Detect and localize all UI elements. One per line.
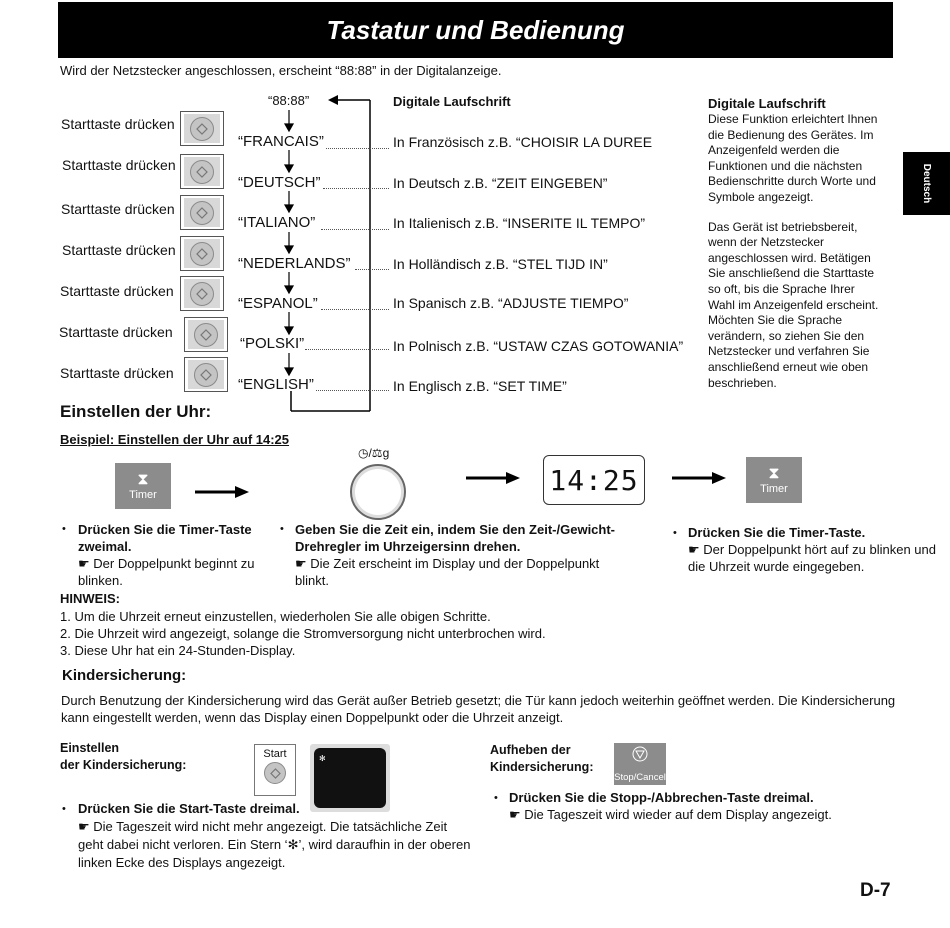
info-line: wenn der Netzstecker bbox=[708, 235, 825, 250]
step-note: ☛ Die Tageszeit wird nicht mehr angezeigt. Die tatsächliche Zeit geht dabei nicht verloren. Ein Stern ‘✻’, wird daraufhin in der oberen linken Ecke des Displays angezeigt. bbox=[78, 819, 471, 870]
timer-button-label: Timer bbox=[129, 489, 157, 501]
info-line: beschrieben. bbox=[708, 375, 777, 390]
bullet: • bbox=[62, 803, 66, 815]
info-line: so oft, bis die Sprache Ihrer bbox=[708, 281, 855, 296]
hinweis-item: 1. Um die Uhrzeit erneut einzustellen, wiederholen Sie alle obigen Schritte. bbox=[60, 609, 491, 624]
language-desc-italiano: In Italienisch z.B. “INSERITE IL TEMPO” bbox=[393, 215, 646, 231]
arrow-right-icon bbox=[672, 470, 728, 486]
page-title: Tastatur und Bedienung bbox=[58, 2, 893, 58]
clock-step-2 bbox=[295, 521, 615, 589]
press-start-label: Starttaste drücken bbox=[62, 242, 176, 258]
arrow-right-icon bbox=[195, 484, 251, 500]
title-line: Aufheben der bbox=[490, 743, 571, 757]
dotted-leader bbox=[321, 309, 389, 310]
language-francais: “FRANCAIS” bbox=[238, 133, 324, 150]
child-lock-text: Durch Benutzung der Kindersicherung wird das Gerät außer Betrieb gesetzt; die Tür kann jedoch weiterhin geöffnet werden. Die Kindersicherung kann eingestellt werden, wenn das Display einen Doppelpunkt oder die Uhrzeit anzeigt. bbox=[61, 693, 896, 725]
info-title: Digitale Laufschrift bbox=[708, 96, 826, 111]
start-button[interactable] bbox=[184, 357, 228, 392]
language-italiano: “ITALIANO” bbox=[238, 214, 316, 231]
hourglass-icon: ⧗ bbox=[137, 471, 149, 488]
clock-step-3 bbox=[688, 524, 938, 575]
language-nederlands: “NEDERLANDS” bbox=[238, 255, 351, 272]
press-start-label: Starttaste drücken bbox=[60, 365, 174, 381]
hourglass-icon: ⧗ bbox=[768, 465, 780, 482]
stop-icon bbox=[632, 746, 648, 762]
language-espanol: “ESPANOL” bbox=[238, 295, 318, 312]
step-title: Drücken Sie die Timer-Taste zweimal. bbox=[78, 522, 252, 554]
child-lock-screen bbox=[314, 748, 386, 808]
dotted-leader bbox=[326, 148, 389, 149]
cancel-child-lock-title bbox=[490, 742, 594, 776]
start-button[interactable] bbox=[180, 276, 224, 311]
language-desc-espanol: In Spanisch z.B. “ADJUSTE TIEMPO” bbox=[393, 295, 629, 311]
info-line: Sie anschließend die Starttaste bbox=[708, 266, 875, 281]
digital-ticker-title: Digitale Laufschrift bbox=[393, 94, 511, 109]
hinweis-item: 3. Diese Uhr hat ein 24-Stunden-Display. bbox=[60, 643, 296, 658]
info-para-2 bbox=[708, 220, 898, 392]
language-desc-polski: In Polnisch z.B. “USTAW CZAS GOTOWANIA” bbox=[393, 338, 684, 354]
info-line: angeschlossen wird. Betätigen bbox=[708, 250, 871, 265]
step-title: Drücken Sie die Stopp-/Abbrechen-Taste dreimal. bbox=[509, 790, 814, 805]
dotted-leader bbox=[305, 349, 389, 350]
step-note: ☛ Die Zeit erscheint im Display und der Doppelpunkt blinkt. bbox=[295, 556, 600, 588]
star-indicator-icon: ✻ bbox=[319, 754, 326, 763]
press-start-label: Starttaste drücken bbox=[61, 201, 175, 217]
language-deutsch: “DEUTSCH” bbox=[238, 174, 321, 191]
info-line: Wahl im Anzeigenfeld erscheint. bbox=[708, 297, 879, 312]
start-icon bbox=[200, 329, 212, 341]
press-start-label: Starttaste drücken bbox=[59, 324, 173, 340]
clock-display-value: 14:25 bbox=[549, 463, 639, 497]
dotted-leader bbox=[355, 269, 389, 270]
bullet: • bbox=[280, 523, 284, 535]
info-line: verändern, so ziehen Sie den bbox=[708, 328, 865, 343]
step-note: ☛ Die Tageszeit wird wieder auf dem Display angezeigt. bbox=[509, 807, 832, 822]
digital-ticker-info bbox=[708, 96, 898, 391]
time-weight-icons: ◷/⚖g bbox=[358, 446, 390, 460]
info-line: Bedienschritte durch Worte und bbox=[708, 174, 876, 189]
language-desc-deutsch: In Deutsch z.B. “ZEIT EINGEBEN” bbox=[393, 175, 608, 191]
start-button[interactable] bbox=[180, 111, 224, 146]
info-line: Funktionen und die nächsten bbox=[708, 158, 863, 173]
info-line: Netzstecker und verfahren Sie bbox=[708, 344, 870, 359]
clock-example: Beispiel: Einstellen der Uhr auf 14:25 bbox=[60, 432, 290, 447]
language-desc-english: In Englisch z.B. “SET TIME” bbox=[393, 378, 567, 394]
press-start-label: Starttaste drücken bbox=[62, 157, 176, 173]
start-button[interactable] bbox=[180, 154, 224, 189]
info-line: Diese Funktion erleichtert Ihnen bbox=[708, 112, 878, 126]
start-icon bbox=[196, 166, 208, 178]
title-line: Kindersicherung: bbox=[490, 760, 594, 774]
start-icon bbox=[196, 288, 208, 300]
child-lock-heading: Kindersicherung: bbox=[62, 667, 187, 684]
press-start-label: Starttaste drücken bbox=[61, 116, 175, 132]
step-note: ☛ Der Doppelpunkt beginnt zu blinken. bbox=[78, 556, 255, 588]
bullet: • bbox=[494, 792, 498, 804]
info-line: die Bedienung des Gerätes. Im bbox=[708, 127, 874, 142]
info-line: Anzeigenfeld werden die bbox=[708, 143, 840, 158]
title-line: der Kindersicherung: bbox=[60, 758, 187, 772]
page-number: D-7 bbox=[860, 880, 891, 901]
start-icon bbox=[200, 369, 212, 381]
start-icon bbox=[270, 768, 281, 779]
start-icon bbox=[196, 248, 208, 260]
step-title: Geben Sie die Zeit ein, indem Sie den Zeit-/Gewicht-Drehregler im Uhrzeigersinn drehen. bbox=[295, 522, 616, 554]
step-title: Drücken Sie die Timer-Taste. bbox=[688, 525, 866, 540]
start-icon bbox=[196, 207, 208, 219]
start-button-label: Start bbox=[263, 748, 287, 760]
start-button[interactable] bbox=[180, 236, 224, 271]
start-button[interactable] bbox=[184, 317, 228, 352]
language-desc-francais: In Französisch z.B. “CHOISIR LA DUREE bbox=[393, 134, 653, 150]
bullet: • bbox=[62, 523, 66, 535]
stop-cancel-button[interactable] bbox=[614, 743, 666, 785]
step-title: Drücken Sie die Start-Taste dreimal. bbox=[78, 801, 300, 816]
info-line: Symbole angezeigt. bbox=[708, 189, 814, 204]
info-line: Das Gerät ist betriebsbereit, bbox=[708, 219, 858, 234]
set-child-lock-title bbox=[60, 740, 186, 774]
title-line: Einstellen bbox=[60, 741, 120, 755]
stop-cancel-label: Stop/Cancel bbox=[614, 772, 666, 783]
step-note: ☛ Der Doppelpunkt hört auf zu blinken und die Uhrzeit wurde eingegeben. bbox=[688, 542, 936, 574]
start-button[interactable] bbox=[254, 744, 296, 796]
clock-heading: Einstellen der Uhr: bbox=[60, 402, 212, 421]
arrow-right-icon bbox=[466, 470, 522, 486]
hinweis-title: HINWEIS: bbox=[60, 591, 120, 606]
language-polski: “POLSKI” bbox=[240, 335, 305, 352]
set-child-lock-step bbox=[78, 800, 473, 872]
info-line: Möchten Sie die Sprache bbox=[708, 313, 843, 328]
hinweis-list bbox=[60, 608, 546, 659]
dotted-leader bbox=[321, 229, 389, 230]
display-8888: “88:88” bbox=[268, 93, 310, 108]
dotted-leader bbox=[323, 188, 389, 189]
language-desc-nederlands: In Holländisch z.B. “STEL TIJD IN” bbox=[393, 256, 608, 272]
dotted-leader bbox=[316, 390, 389, 391]
clock-display bbox=[543, 455, 645, 505]
clock-step-1 bbox=[78, 521, 268, 589]
timer-button-label: Timer bbox=[760, 483, 788, 495]
hinweis-item: 2. Die Uhrzeit wird angezeigt, solange die Stromversorgung nicht unterbrochen wird. bbox=[60, 626, 546, 641]
info-para-1 bbox=[708, 112, 898, 206]
language-english: “ENGLISH” bbox=[238, 376, 314, 393]
bullet: • bbox=[673, 527, 677, 539]
language-tab-label: Deutsch bbox=[920, 163, 932, 204]
start-button[interactable] bbox=[180, 195, 224, 230]
time-weight-dial[interactable] bbox=[350, 464, 406, 520]
cancel-child-lock-step bbox=[509, 789, 909, 823]
intro-text: Wird der Netzstecker angeschlossen, erscheint “88:88” in der Digitalanzeige. bbox=[60, 63, 502, 78]
press-start-label: Starttaste drücken bbox=[60, 283, 174, 299]
timer-button[interactable] bbox=[746, 457, 802, 503]
timer-button[interactable] bbox=[115, 463, 171, 509]
info-line: anschließend erneut wie oben bbox=[708, 359, 869, 374]
start-icon bbox=[196, 123, 208, 135]
